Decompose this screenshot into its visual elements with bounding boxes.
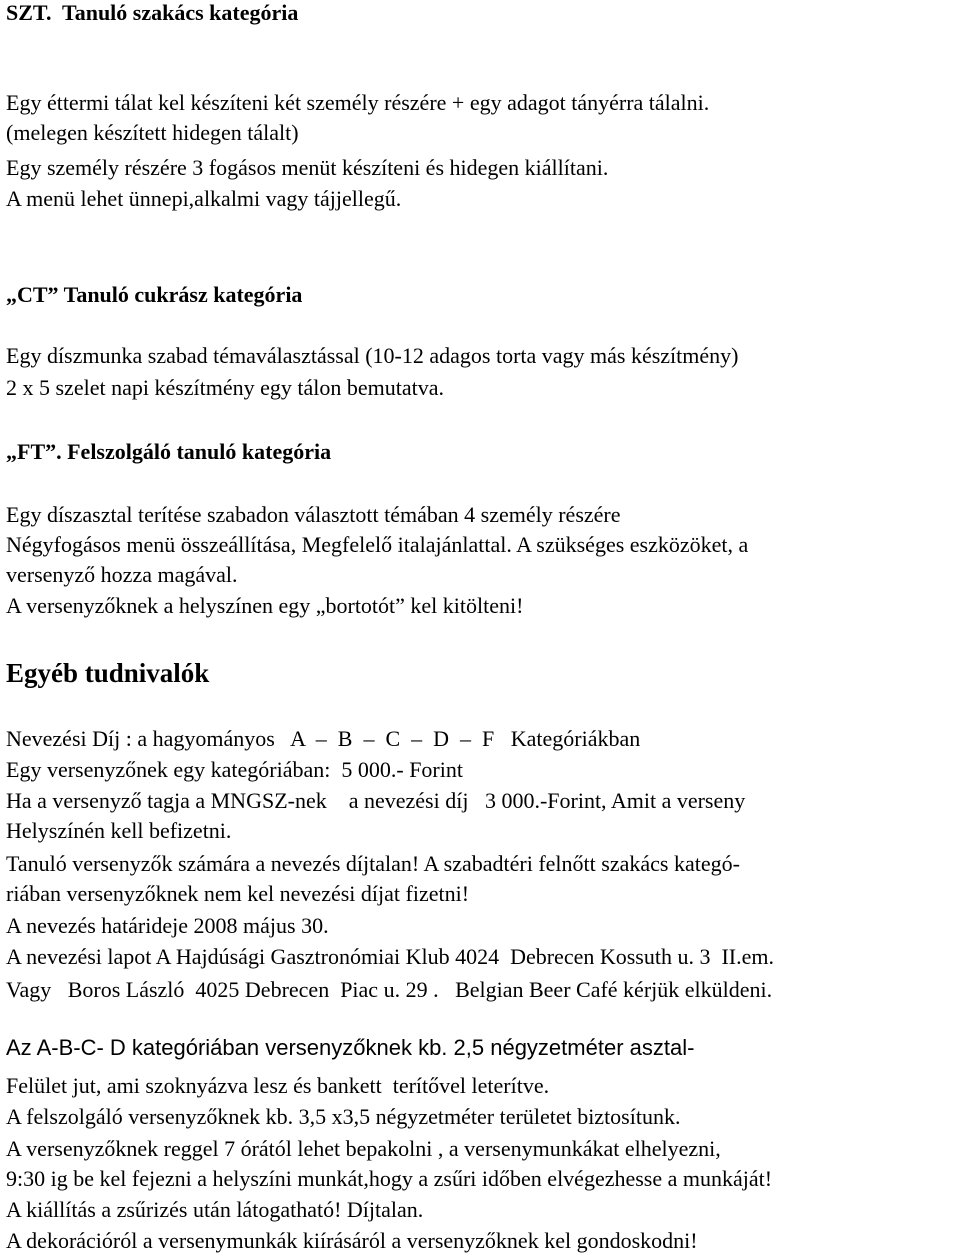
other-line-9: Vagy Boros László 4025 Debrecen Piac u. 29 . Belgian Beer Café kérjük elküldeni.: [6, 977, 773, 1002]
other-line-5: Tanuló versenyzők számára a nevezés díjtalan! A szabadtéri felnőtt szakács kategó-: [6, 851, 740, 876]
other-line-1: Nevezési Díj : a hagyományos A – B – C – D – F Kategóriákban: [6, 726, 641, 751]
abcd-sans-line: Az A-B-C- D kategóriában versenyzőknek kb. 2,5 négyzetméter asztal-: [6, 1035, 695, 1060]
abcd-line-2: A felszolgáló versenyzőknek kb. 3,5 x3,5 négyzetméter területet biztosítunk.: [6, 1104, 681, 1129]
ft-line-4: A versenyzőknek a helyszínen egy „bortotót” kel kitölteni!: [6, 593, 524, 618]
abcd-line-1: Felület jut, ami szoknyázva lesz és bankett terítővel leterítve.: [6, 1073, 550, 1098]
szt-line-2: (melegen készített hidegen tálalt): [6, 120, 299, 145]
abcd-line-3: A versenyzőknek reggel 7 órától lehet bepakolni , a versenymunkákat elhelyezni,: [6, 1136, 721, 1161]
szt-line-4: A menü lehet ünnepi,alkalmi vagy tájjellegű.: [6, 186, 402, 211]
other-heading: Egyéb tudnivalók: [6, 658, 210, 688]
abcd-line-4: 9:30 ig be kel fejezni a helyszíni munkát,hogy a zsűri időben elvégezhesse a munkáját!: [6, 1166, 773, 1191]
other-line-3: Ha a versenyző tagja a MNGSZ-nek a nevezési díj 3 000.-Forint, Amit a verseny: [6, 788, 746, 813]
other-line-4: Helyszínén kell befizetni.: [6, 818, 232, 843]
other-line-7: A nevezés határideje 2008 május 30.: [6, 913, 329, 938]
ft-line-1: Egy díszasztal terítése szabadon választott témában 4 személy részére: [6, 502, 621, 527]
other-line-6: riában versenyzőknek nem kel nevezési díjat fizetni!: [6, 881, 470, 906]
szt-line-3: Egy személy részére 3 fogásos menüt készíteni és hidegen kiállítani.: [6, 155, 609, 180]
ft-heading: „FT”. Felszolgáló tanuló kategória: [6, 439, 332, 464]
ft-line-2: Négyfogásos menü összeállítása, Megfelelő italajánlattal. A szükséges eszközöket, a: [6, 532, 749, 557]
ct-line-1: Egy díszmunka szabad témaválasztással (10-12 adagos torta vagy más készítmény): [6, 343, 739, 368]
szt-line-1: Egy éttermi tálat kel készíteni két személy részére + egy adagot tányérra tálalni.: [6, 90, 710, 115]
other-line-2: Egy versenyzőnek egy kategóriában: 5 000.- Forint: [6, 757, 463, 782]
abcd-line-5: A kiállítás a zsűrizés után látogatható! Díjtalan.: [6, 1197, 424, 1222]
szt-heading: SZT. Tanuló szakács kategória: [6, 0, 299, 25]
ct-heading: „CT” Tanuló cukrász kategória: [6, 282, 303, 307]
other-line-8: A nevezési lapot A Hajdúsági Gasztronómiai Klub 4024 Debrecen Kossuth u. 3 II.em.: [6, 944, 775, 969]
ct-line-2: 2 x 5 szelet napi készítmény egy tálon bemutatva.: [6, 375, 445, 400]
abcd-line-6: A dekorációról a versenymunkák kiírásáról a versenyzőknek kel gondoskodni!: [6, 1228, 698, 1253]
ft-line-3: versenyző hozza magával.: [6, 562, 238, 587]
